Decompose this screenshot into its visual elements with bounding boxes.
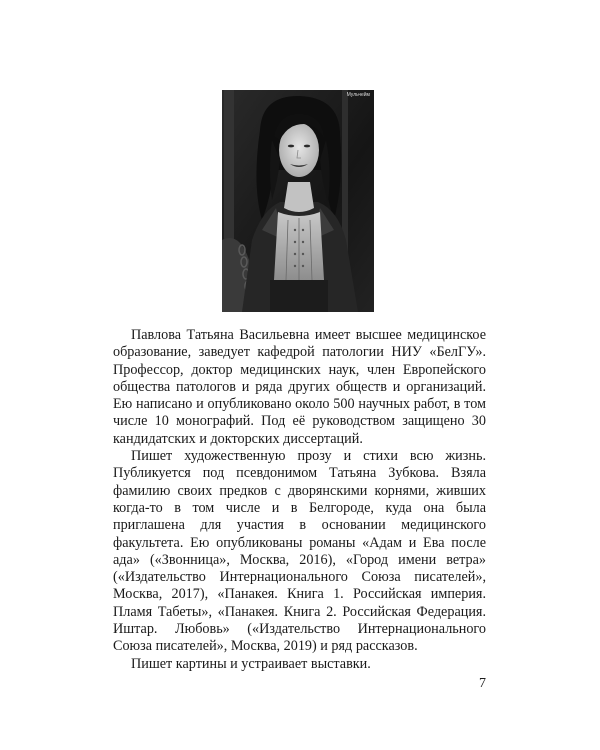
page-number: 7	[479, 676, 486, 691]
author-photo	[222, 90, 374, 312]
paragraph-painting: Пишет картины и устраивает выставки.	[131, 655, 371, 672]
photo-credit: Мульчейм	[346, 92, 370, 98]
author-biography	[113, 327, 486, 673]
paragraph-education: Павлова Татьяна Васильевна имеет высшее медицинское образование, заведует кафедрой патологии НИУ «БелГУ». Профессор, доктор медицинских наук, член Европейского общества патологов и ряда других обществ и организаций. Ею написано и опубликовано около 500 научных работ, в том числе 10 монографий. Под её руководством защищено 30 кандидатских и докторских диссертаций.	[113, 327, 486, 447]
paragraph-writing: Пишет художественную прозу и стихи всю жизнь. Публикуется под псевдонимом Татьяна Зубкова. Взяла фамилию своих предков с дворянскими корнями, живших когда-то в том числе и в Белгороде, куда она была приглашена для участия в основании медицинского факультета. Ею опубликованы романы «Адам и Ева после ада» («Звонница», Москва, 2016), «Город имени ветра» («Издательство Интернационального Союза писателей», Москва, 2017), «Панакея. Книга 1. Российская империя. Пламя Табеты», «Панакея. Книга 2. Российская Федерация. Иштар. Любовь» («Издательство Интернационального Союза писателей», Москва, 2019) и ряд рассказов.	[113, 448, 486, 655]
portrait-illustration	[222, 90, 374, 312]
